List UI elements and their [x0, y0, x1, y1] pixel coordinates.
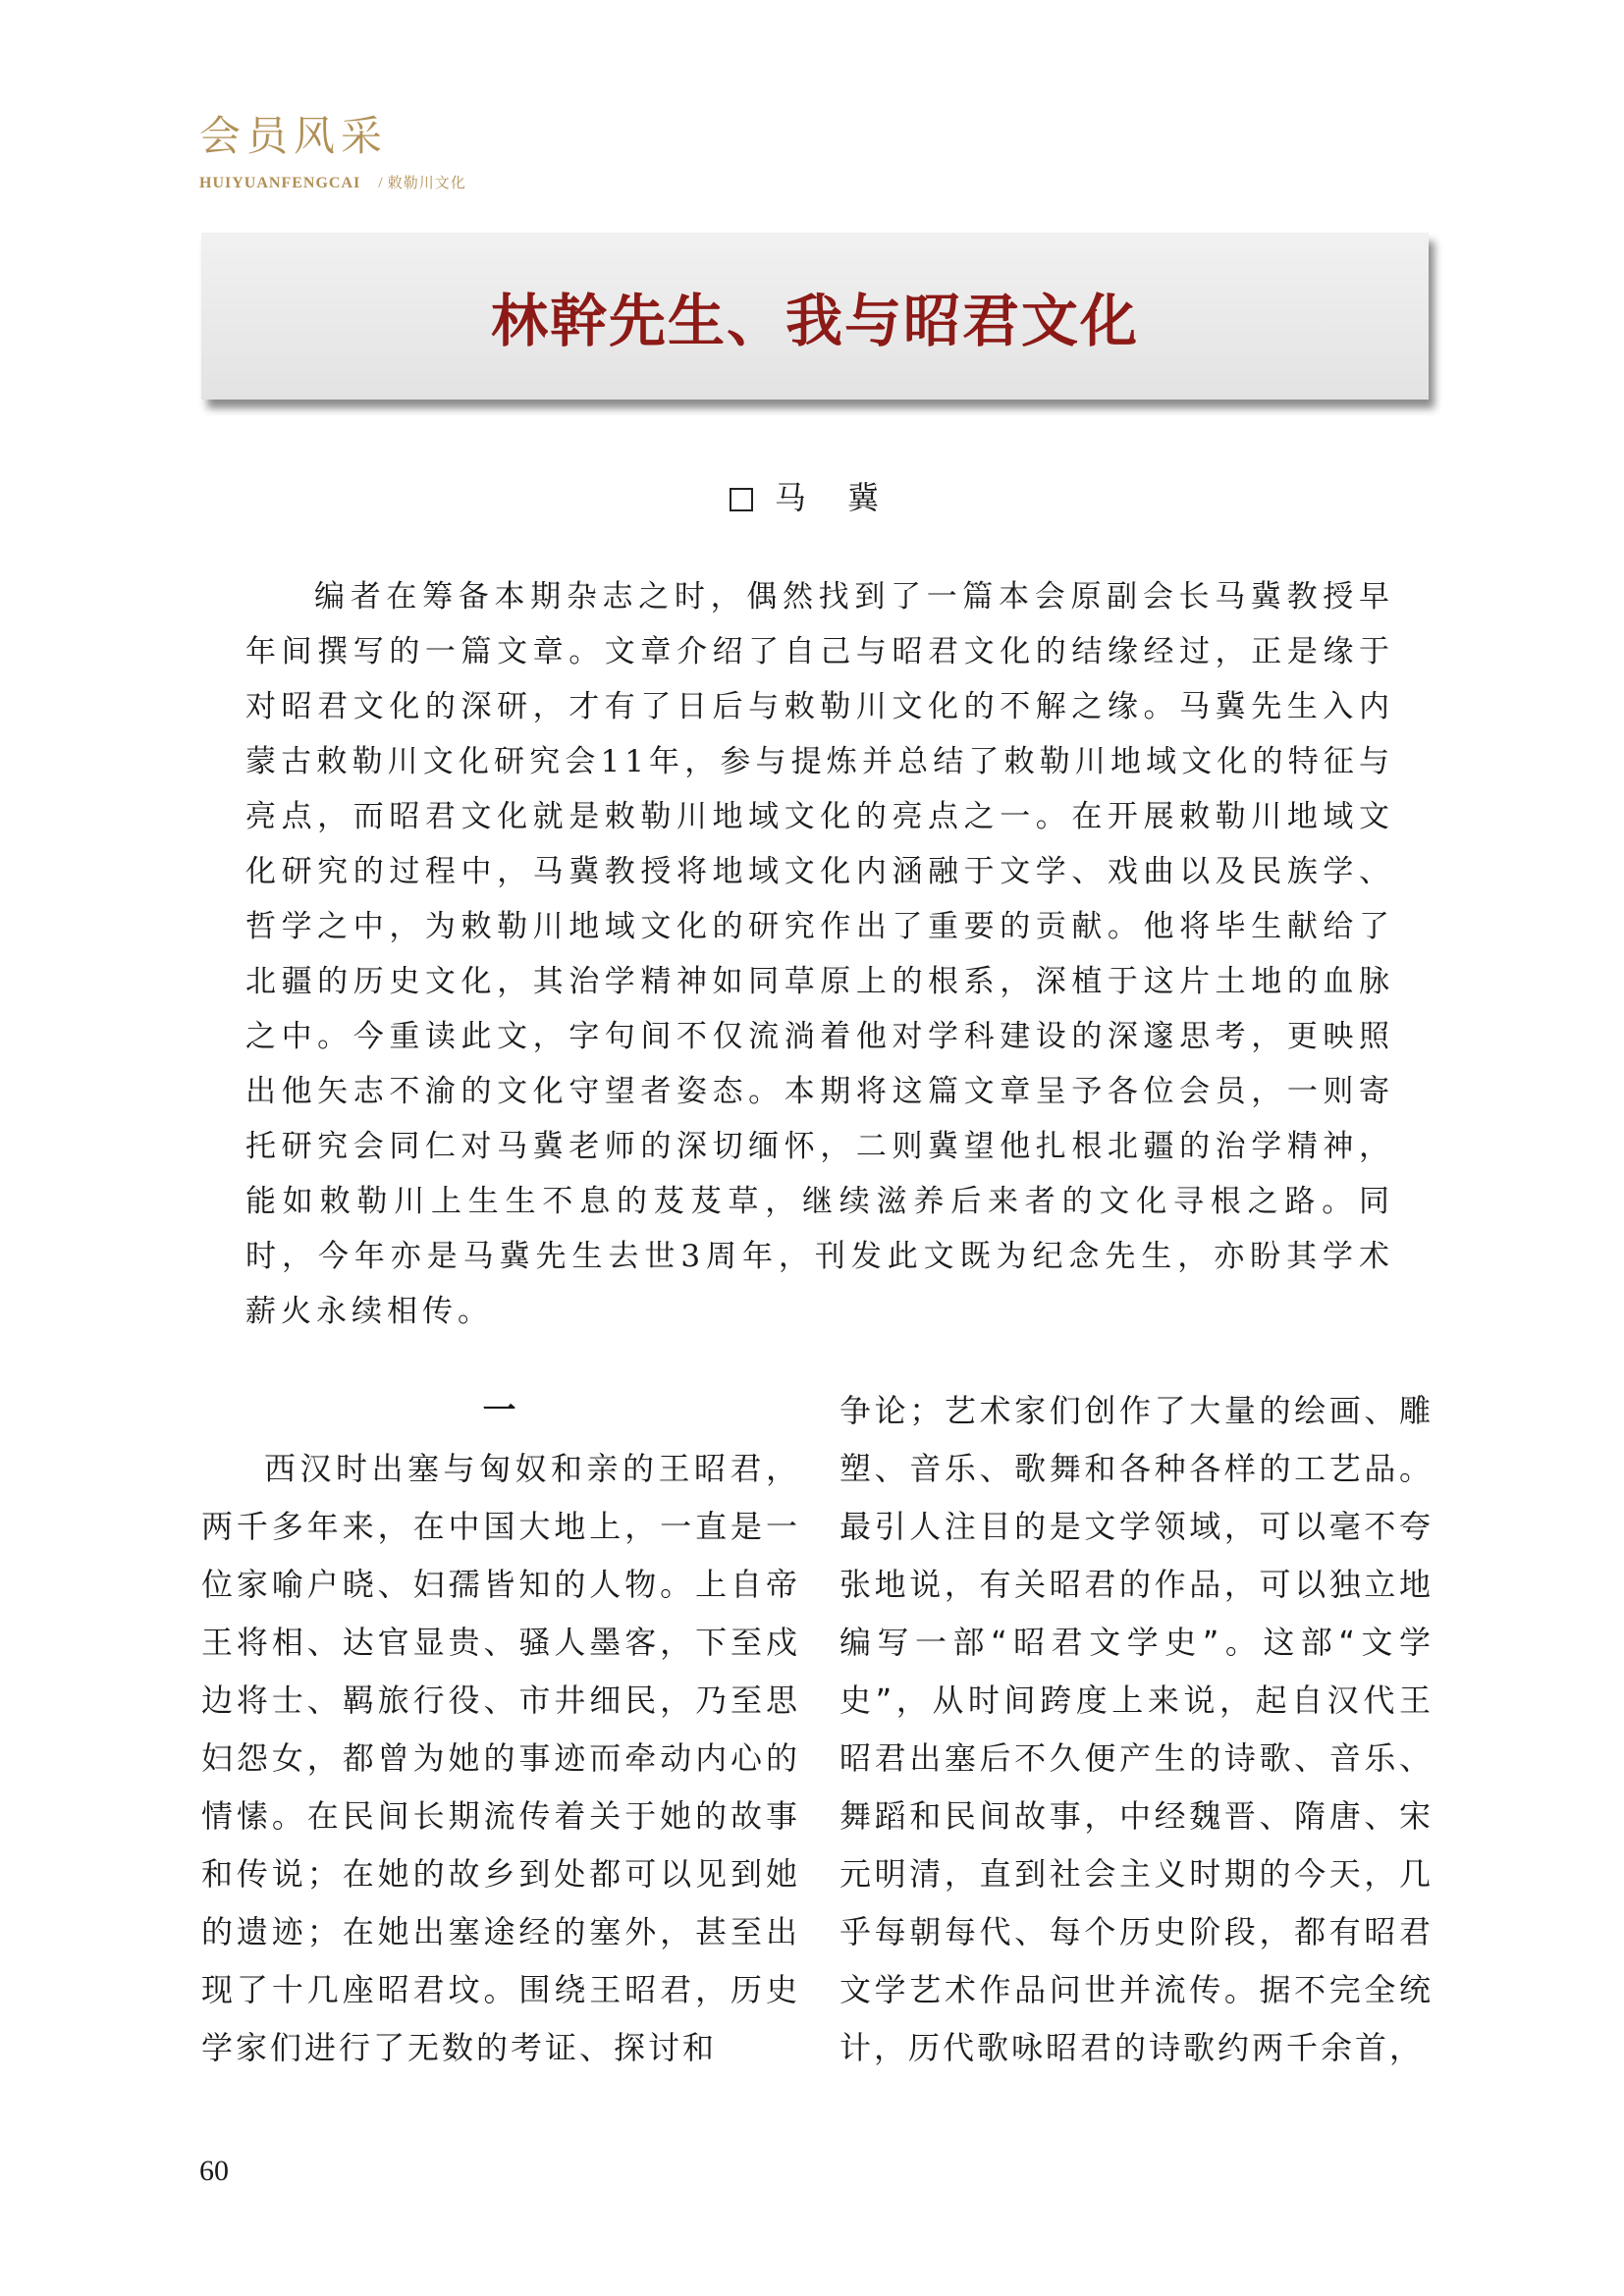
page-number: 60	[199, 2155, 229, 2187]
header-separator: /	[378, 175, 384, 191]
author-line	[0, 473, 1624, 518]
article-title: 林幹先生、我与昭君文化	[490, 288, 1139, 354]
section-subtitle	[199, 172, 466, 192]
article-title-banner	[201, 233, 1429, 400]
author-name: 马 冀	[774, 479, 895, 516]
body-column-left	[201, 1382, 800, 2077]
body-column-right	[839, 1382, 1434, 2077]
section-pinyin: HUIYUANFENGCAI	[199, 175, 361, 191]
square-box-icon	[730, 488, 753, 511]
section-title: 会员风采	[199, 112, 389, 160]
body-paragraph: 西汉时出塞与匈奴和亲的王昭君，两千多年来，在中国大地上，一直是一位家喻户晓、妇孺皆知的人物。上自帝王将相、达官显贵、骚人墨客，下至戍边将士、羁旅行役、市井细民，乃至思妇怨女，都曾为她的事迹而牵动内心的情愫。在民间长期流传着关于她的故事和传说；在她的故乡到处都可以见到她的遗迹；在她出塞途经的塞外，甚至出现了十几座昭君坟。围绕王昭君，历史学家们进行了无数的考证、探讨和	[201, 1450, 800, 2066]
section-number: 一	[482, 1391, 519, 1430]
section-category: 敕勒川文化	[387, 174, 466, 191]
body-paragraph: 争论；艺术家们创作了大量的绘画、雕塑、音乐、歌舞和各种各样的工艺品。最引人注目的是文学领域，可以毫不夸张地说，有关昭君的作品，可以独立地编写一部“昭君文学史”。这部“文学史”，从时间跨度上来说，起自汉代王昭君出塞后不久便产生的诗歌、音乐、舞蹈和民间故事，中经魏晋、隋唐、宋元明清，直到社会主义时期的今天，几乎每朝每代、每个历史阶段，都有昭君文学艺术作品问世并流传。据不完全统计，历代歌咏昭君的诗歌约两千余首，	[839, 1392, 1434, 2066]
editor-note: 编者在筹备本期杂志之时，偶然找到了一篇本会原副会长马冀教授早年间撰写的一篇文章。文章介绍了自己与昭君文化的结缘经过，正是缘于对昭君文化的深研，才有了日后与敕勒川文化的不解之缘。马冀先生入内蒙古敕勒川文化研究会11年，参与提炼并总结了敕勒川地域文化的特征与亮点，而昭君文化就是敕勒川地域文化的亮点之一。在开展敕勒川地域文化研究的过程中，马冀教授将地域文化内涵融于文学、戏曲以及民族学、哲学之中，为敕勒川地域文化的研究作出了重要的贡献。他将毕生献给了北疆的历史文化，其治学精神如同草原上的根系，深植于这片土地的血脉之中。今重读此文，字句间不仅流淌着他对学科建设的深邃思考，更映照出他矢志不渝的文化守望者姿态。本期将这篇文章呈予各位会员，一则寄托研究会同仁对马冀老师的深切缅怀，二则冀望他扎根北疆的治学精神，能如敕勒川上生生不息的芨芨草，继续滋养后来者的文化寻根之路。同时，今年亦是马冀先生去世3周年，刊发此文既为纪念先生，亦盼其学术薪火永续相传。	[245, 579, 1394, 1329]
